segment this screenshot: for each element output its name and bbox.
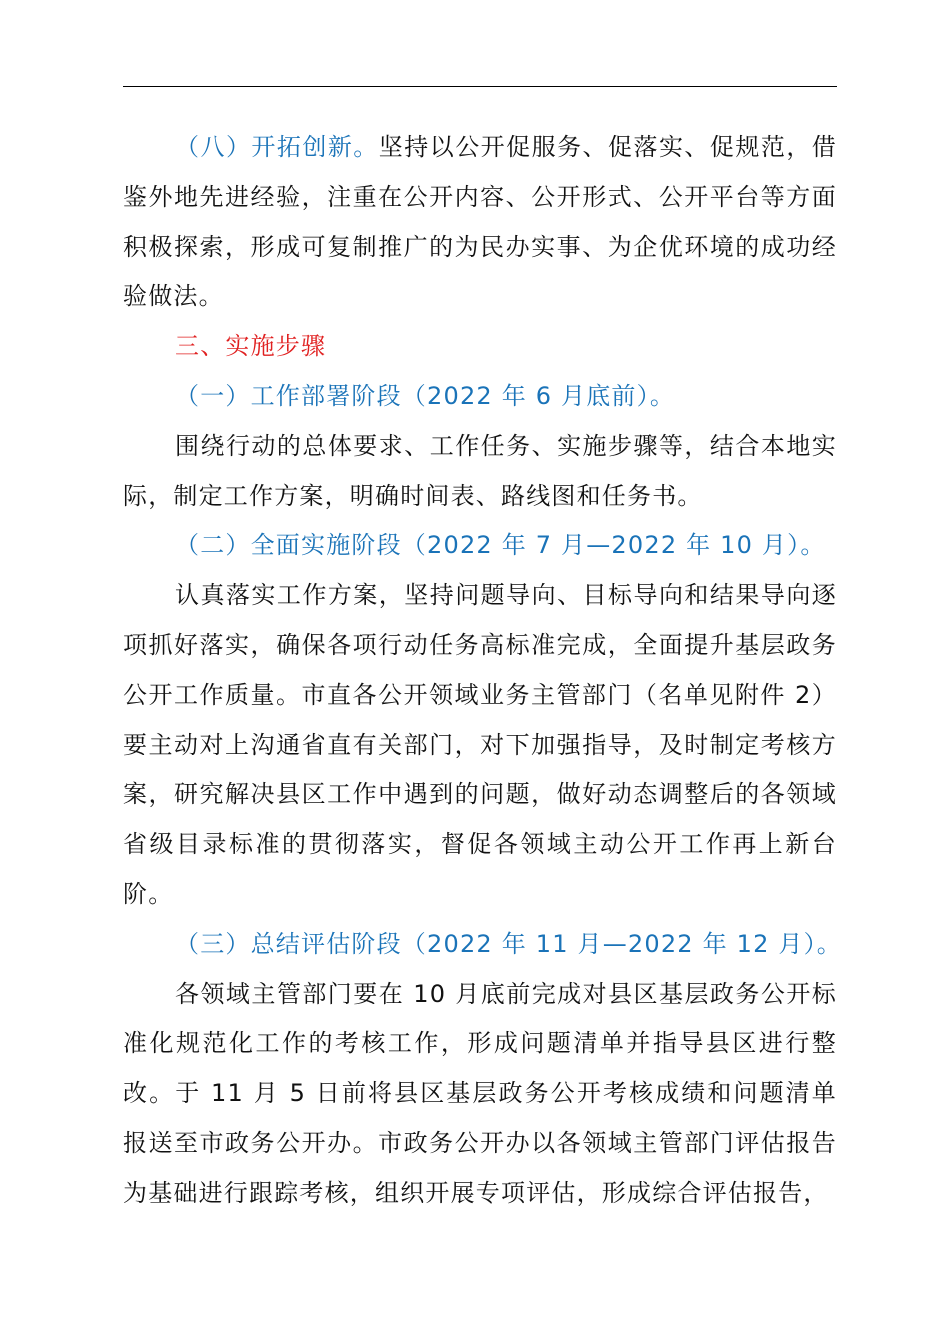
paragraph-text: 坚持以公开促服务、促落实、促规范，借鉴外地先进经验，注重在公开内容、公开形式、公开平台等方面积极探索，形成可复制推广的为民办实事、为企优环境的成功经验做法。 bbox=[123, 133, 837, 311]
header-rule bbox=[123, 86, 837, 87]
paragraph-lead-heading: （八）开拓创新。 bbox=[175, 133, 379, 161]
paragraph-innovation bbox=[123, 123, 837, 322]
step-heading-1: （一）工作部署阶段（2022 年 6 月底前）。 bbox=[175, 381, 676, 410]
step-heading-2: （二）全面实施阶段（2022 年 7 月—2022 年 10 月）。 bbox=[175, 531, 826, 560]
step-paragraph-1: 围绕行动的总体要求、工作任务、实施步骤等，结合本地实际，制定工作方案，明确时间表、路线图和任务书。 bbox=[123, 431, 837, 510]
document-body bbox=[123, 123, 843, 1219]
section-heading: 三、实施步骤 bbox=[175, 332, 327, 361]
step-paragraph-3: 各领域主管部门要在 10 月底前完成对县区基层政务公开标准化规范化工作的考核工作，形成问题清单并指导县区进行整改。于 11 月 5 日前将县区基层政务公开考核成绩和问题清单报送至市政务公开办。市政务公开办以各领域主管部门评估报告为基础进行跟踪考核，组织开展专项评估，形成综合评估报告， bbox=[123, 979, 837, 1207]
step-heading-3: （三）总结评估阶段（2022 年 11 月—2022 年 12 月）。 bbox=[175, 929, 843, 958]
step-paragraph-2: 认真落实工作方案，坚持问题导向、目标导向和结果导向逐项抓好落实，确保各项行动任务高标准完成，全面提升基层政务公开工作质量。市直各公开领域业务主管部门（名单见附件 2）要主动对上沟通省直有关部门，对下加强指导，及时制定考核方案，研究解决县区工作中遇到的问题，做好动态调整后的各领域省级目录标准的贯彻落实，督促各领域主动公开工作再上新台阶。 bbox=[123, 581, 837, 908]
